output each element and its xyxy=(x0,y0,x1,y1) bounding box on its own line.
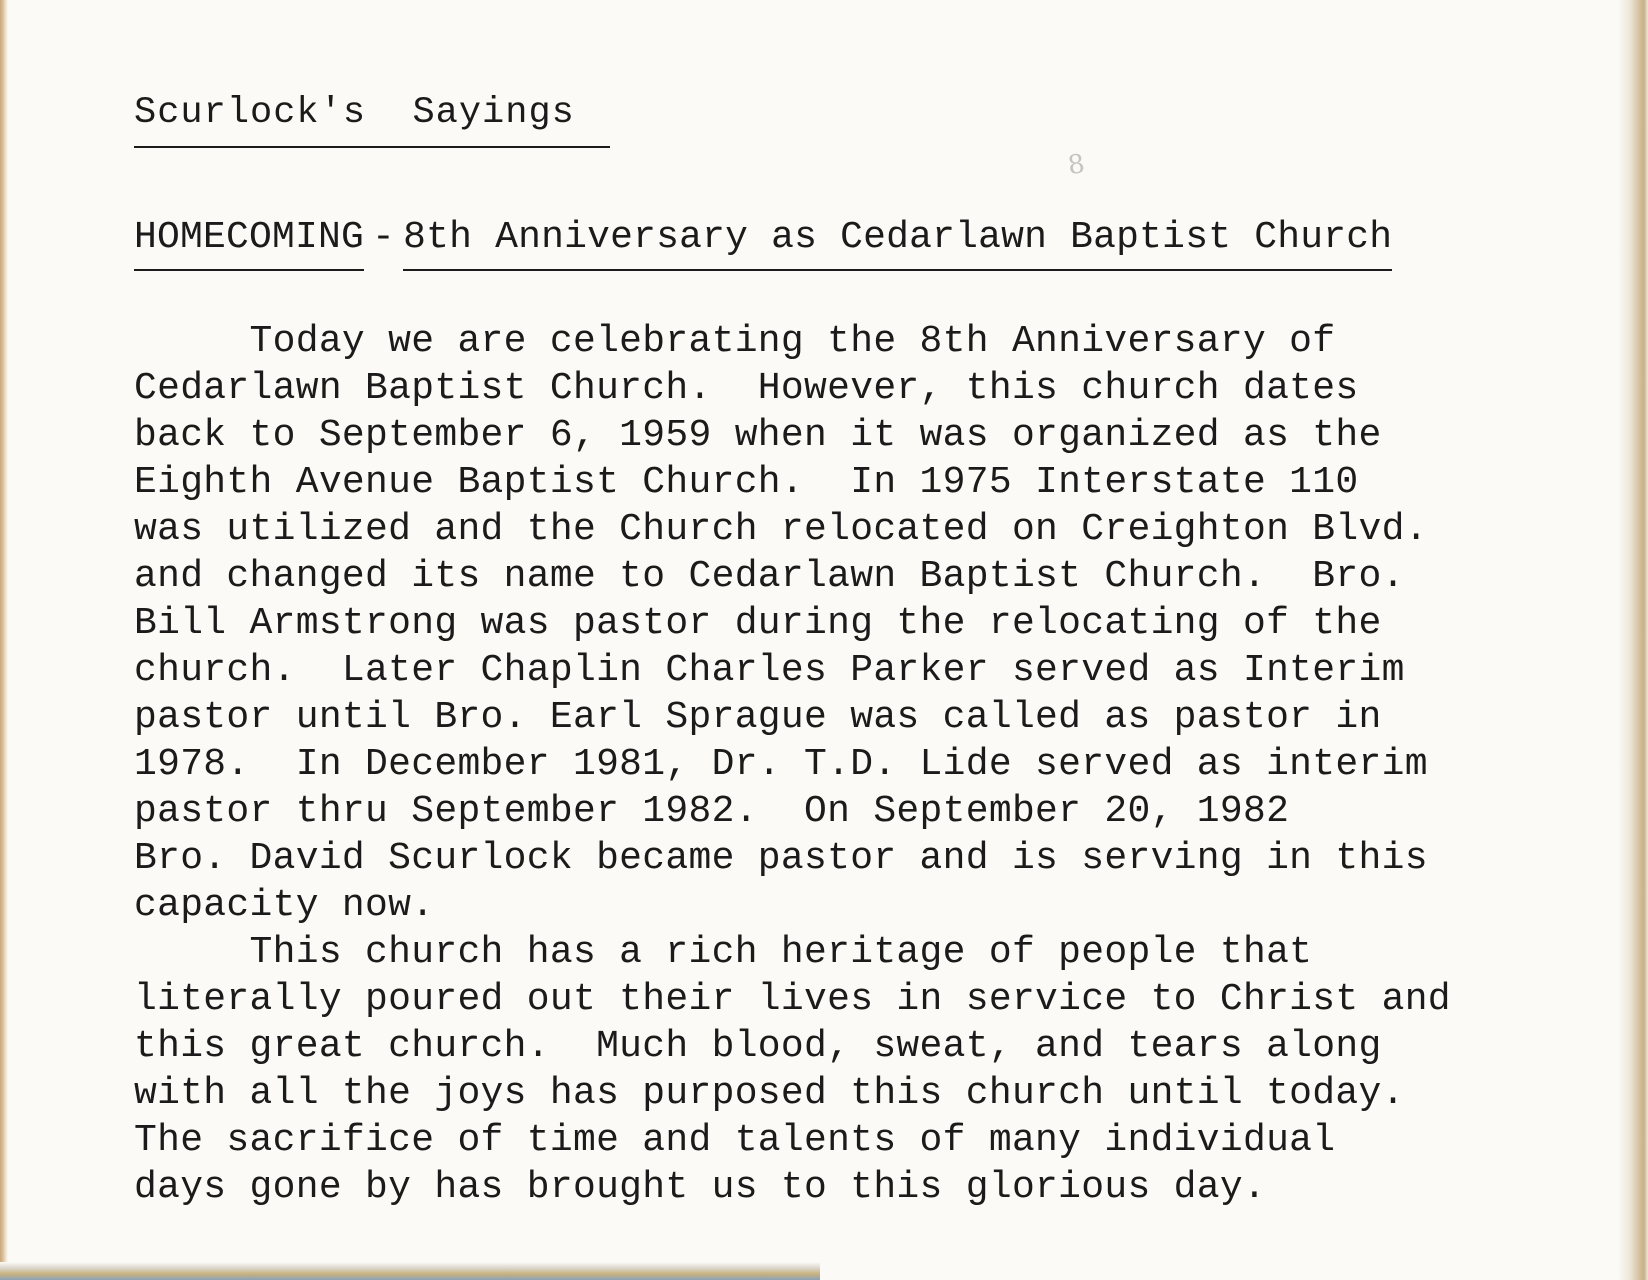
body-line: and changed its name to Cedarlawn Baptist Church. Bro. xyxy=(134,555,1405,598)
pencil-mark: 8 xyxy=(1065,148,1087,182)
body-line: Bill Armstrong was pastor during the relocating of the xyxy=(134,602,1382,645)
heading-dash: - xyxy=(372,216,396,259)
column-title: Scurlock's Sayings xyxy=(134,92,575,134)
body-line: pastor thru September 1982. On September 20, 1982 xyxy=(134,790,1290,833)
article-heading xyxy=(134,216,1392,271)
body-line: this great church. Much blood, sweat, and tears along xyxy=(134,1025,1382,1068)
body-line: was utilized and the Church relocated on Creighton Blvd. xyxy=(134,508,1428,551)
body-line: The sacrifice of time and talents of many individual xyxy=(134,1119,1336,1162)
body-line: church. Later Chaplin Charles Parker served as Interim xyxy=(134,649,1405,692)
body-line: literally poured out their lives in service to Christ and xyxy=(134,978,1451,1021)
column-title-underline xyxy=(134,146,610,148)
body-line: This church has a rich heritage of people that xyxy=(134,931,1313,974)
paper-right-edge xyxy=(1618,0,1648,1280)
body-line: capacity now. xyxy=(134,884,435,927)
paper-bottom-edge xyxy=(0,1262,820,1280)
body-line: Today we are celebrating the 8th Anniversary of xyxy=(134,320,1336,363)
body-line: Bro. David Scurlock became pastor and is serving in this xyxy=(134,837,1428,880)
heading-homecoming: HOMECOMING xyxy=(134,216,364,271)
body-line: 1978. In December 1981, Dr. T.D. Lide served as interim xyxy=(134,743,1428,786)
body-line: Cedarlawn Baptist Church. However, this church dates xyxy=(134,367,1359,410)
body-line: back to September 6, 1959 when it was organized as the xyxy=(134,414,1382,457)
article-body xyxy=(134,318,1554,1211)
body-line: pastor until Bro. Earl Sprague was called as pastor in xyxy=(134,696,1382,739)
heading-anniversary: 8th Anniversary as Cedarlawn Baptist Church xyxy=(403,216,1392,271)
paper-left-edge xyxy=(0,0,8,1280)
body-line: Eighth Avenue Baptist Church. In 1975 Interstate 110 xyxy=(134,461,1359,504)
body-line: days gone by has brought us to this glorious day. xyxy=(134,1166,1267,1209)
body-line: with all the joys has purposed this church until today. xyxy=(134,1072,1405,1115)
